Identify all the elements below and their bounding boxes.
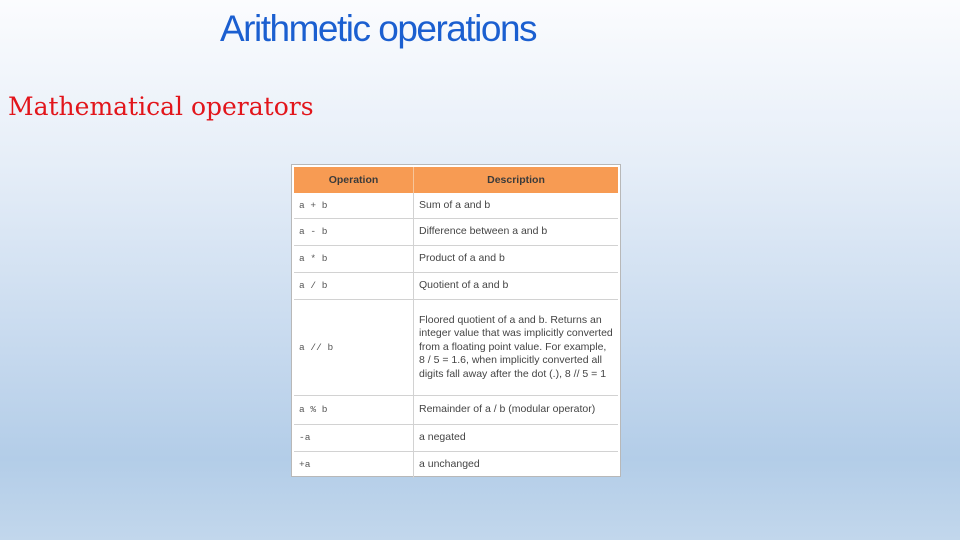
table-row	[294, 452, 618, 479]
description-cell: Floored quotient of a and b. Returns an integer value that was implicitly converted from a floating point value. For example, 8 / 5 = 1.6, when implicitly converted all digits fall away after the dot (.), 8 // 5 = 1	[414, 300, 619, 396]
description-cell: Remainder of a / b (modular operator)	[414, 396, 619, 425]
description-cell: a unchanged	[419, 458, 480, 471]
slide-title: Arithmetic operations	[220, 8, 537, 49]
table-row	[294, 246, 618, 273]
table-row	[294, 219, 618, 246]
operators-table-image	[291, 164, 621, 477]
operation-cell: a / b	[294, 273, 414, 300]
table-header-row	[294, 167, 618, 193]
operation-cell: a * b	[294, 246, 414, 273]
description-cell: Difference between a and b	[414, 219, 619, 246]
table-row	[294, 193, 618, 219]
table-row	[294, 300, 618, 396]
column-header-operation: Operation	[294, 167, 414, 193]
operation-cell: a - b	[294, 219, 414, 246]
operation-cell: a + b	[294, 193, 414, 219]
table-row	[294, 425, 618, 452]
operation-cell: -a	[294, 425, 414, 452]
description-cell: Quotient of a and b	[414, 273, 619, 300]
slide-subtitle: Mathematical operators	[8, 92, 314, 121]
operation-cell: a // b	[294, 300, 414, 396]
operators-table	[294, 167, 618, 478]
operation-cell: +a	[294, 452, 414, 479]
table-row	[294, 273, 618, 300]
column-header-description: Description	[414, 167, 619, 193]
description-cell: a negated	[414, 425, 619, 452]
description-cell: Product of a and b	[414, 246, 619, 273]
description-cell: Sum of a and b	[414, 193, 619, 219]
operation-cell: a % b	[294, 396, 414, 425]
table-row	[294, 396, 618, 425]
